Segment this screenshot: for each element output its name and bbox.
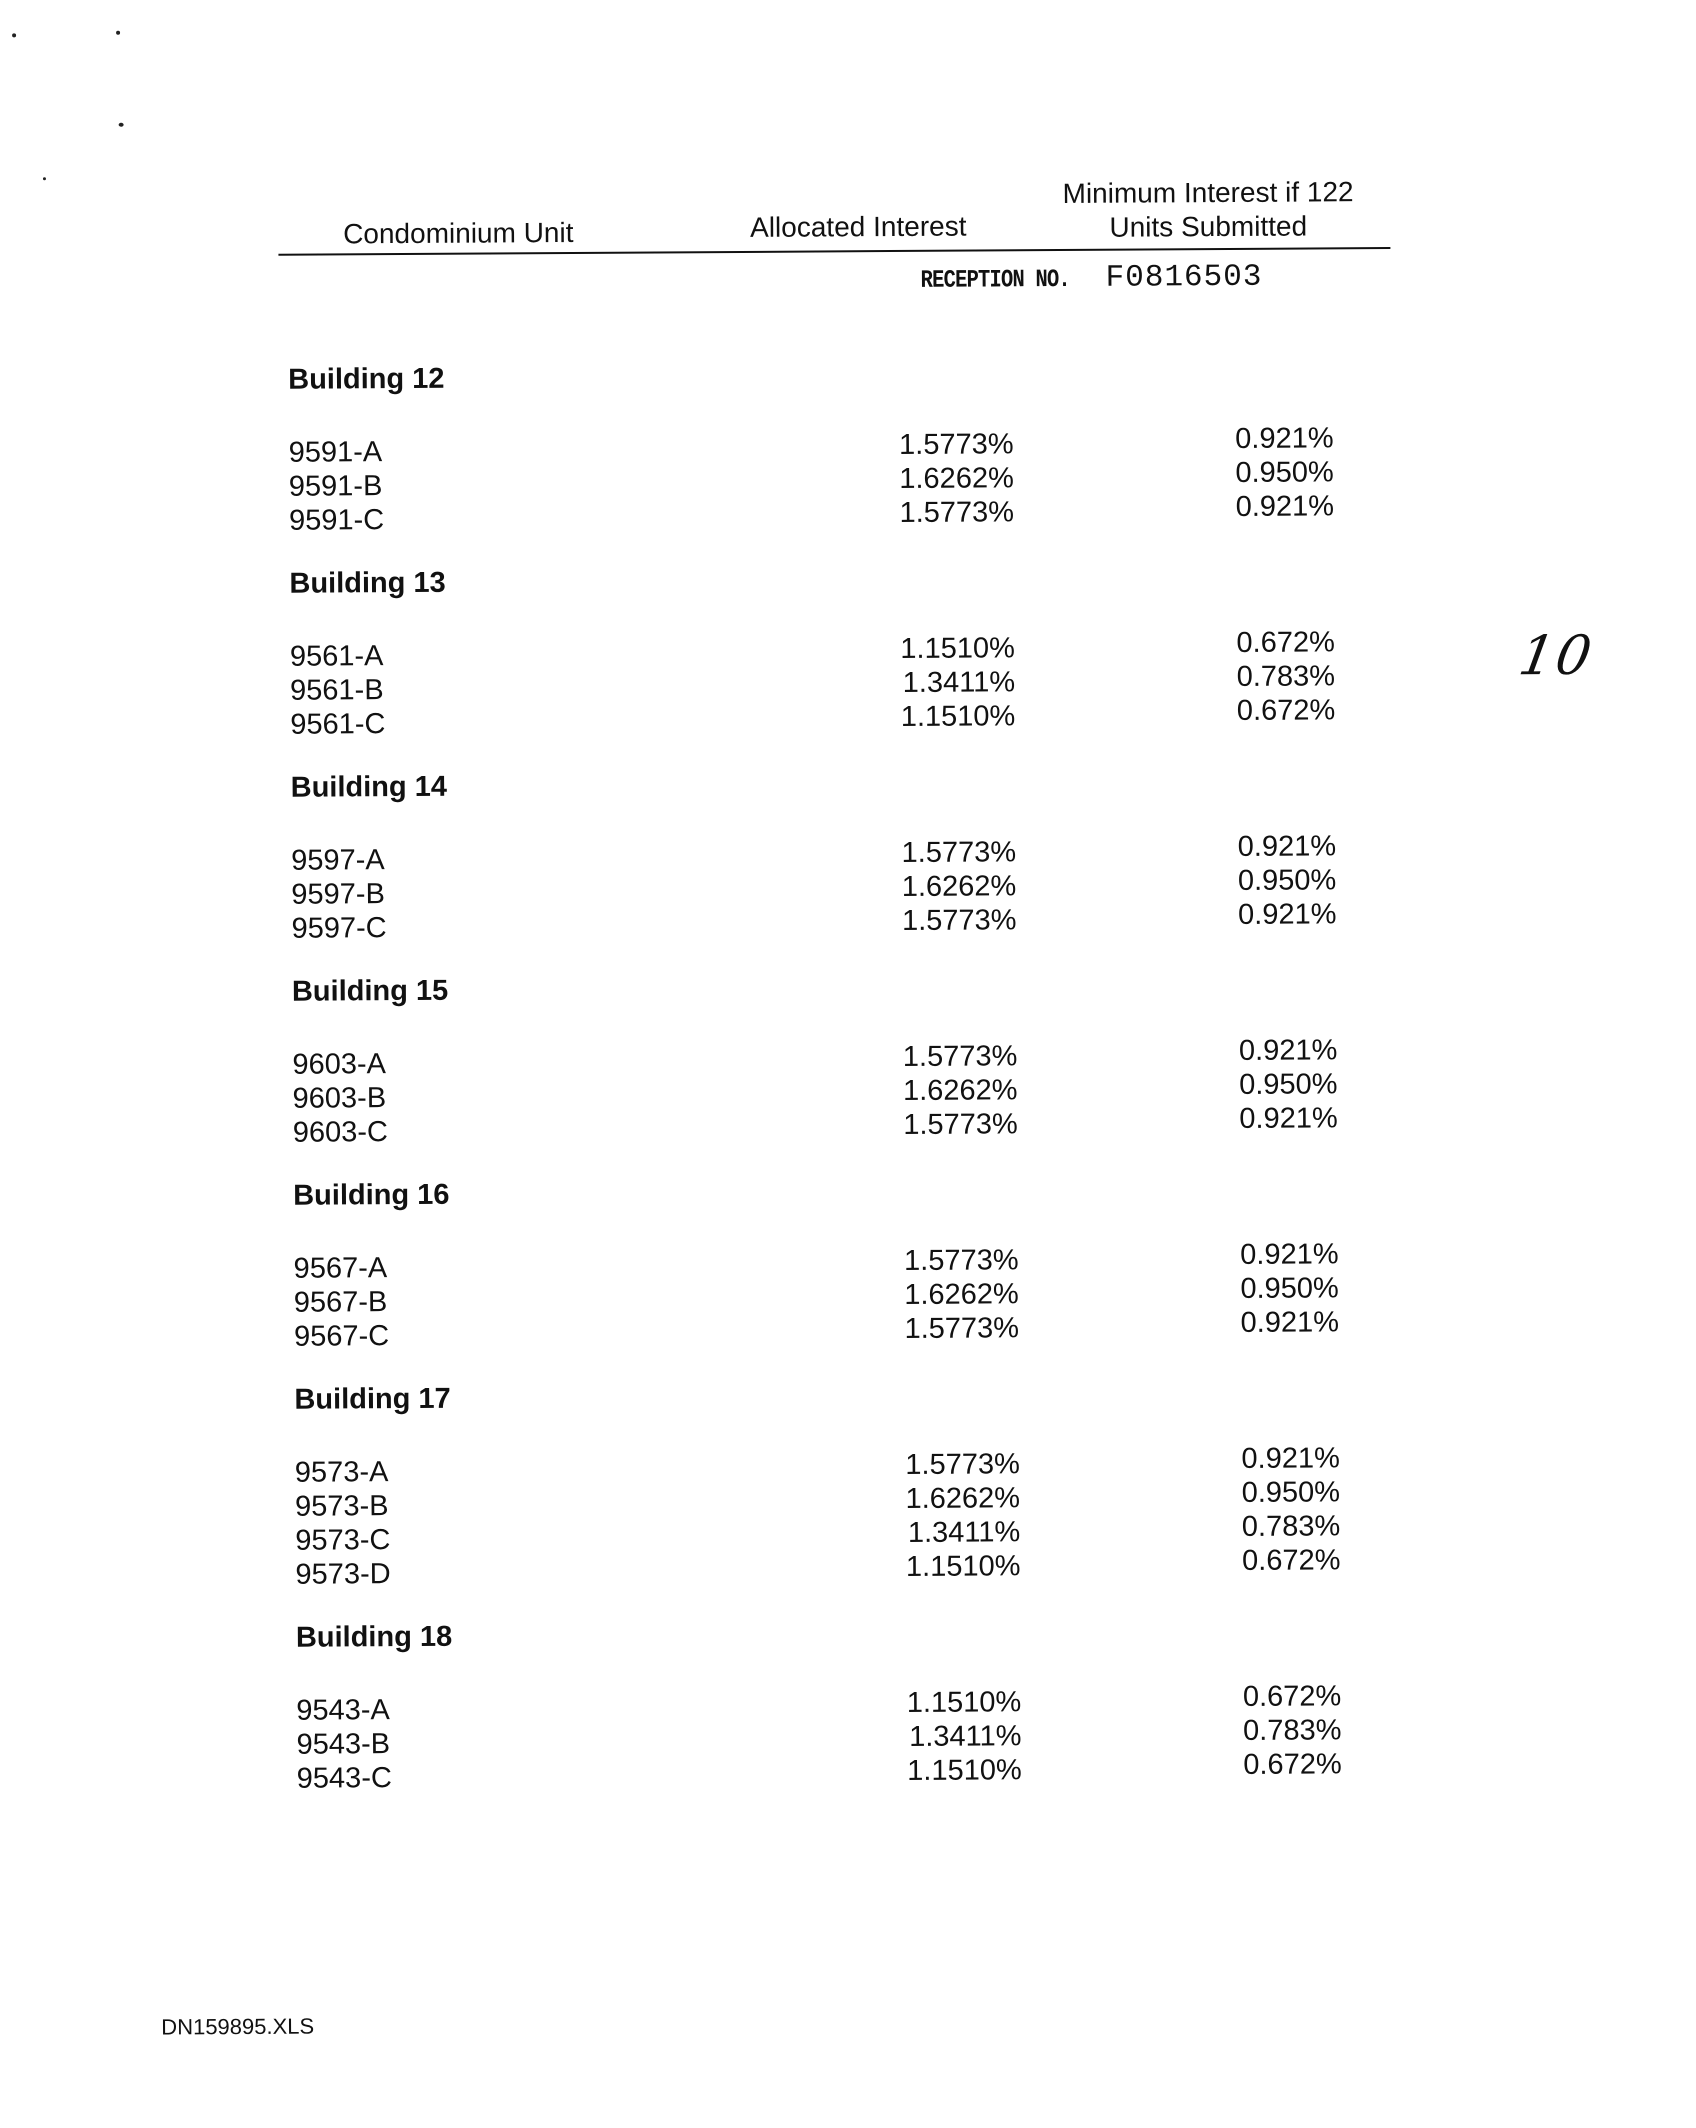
unit-cell: 9561-A — [289, 640, 384, 673]
building-name: Building 17 — [294, 1382, 451, 1416]
unit-rows — [292, 1034, 1413, 1149]
minimum-interest-cell: 0.921% — [1241, 1442, 1340, 1475]
header-allocated-interest: Allocated Interest — [750, 210, 967, 243]
allocated-interest-cell: 1.3411% — [909, 1720, 1022, 1753]
scan-speck — [119, 123, 124, 127]
table-row — [288, 490, 1409, 537]
unit-cell: 9597-B — [291, 878, 385, 911]
unit-cell: 9591-A — [288, 436, 383, 469]
allocated-interest-cell: 1.3411% — [902, 666, 1016, 699]
unit-cell: 9573-D — [295, 1558, 391, 1591]
footer-filename: DN159895.XLS — [161, 2013, 315, 2040]
minimum-interest-cell: 0.672% — [1236, 694, 1336, 727]
unit-cell: 9597-A — [291, 844, 385, 877]
allocated-interest-cell: 1.5773% — [901, 836, 1017, 869]
unit-cell: 9597-C — [291, 912, 387, 945]
minimum-interest-cell: 0.783% — [1241, 1510, 1341, 1543]
allocated-interest-cell: 1.5773% — [904, 1312, 1020, 1345]
unit-rows — [289, 626, 1411, 741]
unit-cell: 9567-C — [293, 1320, 390, 1353]
unit-cell: 9543-C — [296, 1762, 392, 1795]
header-condominium-unit: Condominium Unit — [343, 216, 574, 250]
unit-rows — [288, 422, 1410, 537]
minimum-interest-cell: 0.783% — [1243, 1714, 1342, 1747]
unit-cell: 9573-A — [294, 1456, 389, 1489]
allocated-interest-cell: 1.1510% — [900, 700, 1016, 733]
allocated-interest-cell: 1.5773% — [899, 496, 1015, 529]
header-minimum-interest: Minimum Interest if 122 Units Submitted — [1062, 176, 1354, 243]
building-section — [292, 965, 1413, 1176]
unit-rows — [296, 1680, 1417, 1795]
unit-cell: 9567-B — [293, 1286, 388, 1319]
allocated-interest-cell: 1.6262% — [904, 1278, 1019, 1311]
allocated-interest-cell: 1.5773% — [905, 1448, 1020, 1481]
unit-rows — [294, 1442, 1416, 1591]
allocated-interest-cell: 1.6262% — [902, 1074, 1018, 1107]
building-name: Building 15 — [291, 974, 449, 1008]
building-section — [293, 1169, 1414, 1380]
allocated-interest-cell: 1.1510% — [905, 1550, 1021, 1583]
allocated-interest-cell: 1.5773% — [901, 904, 1017, 937]
minimum-interest-cell: 0.950% — [1235, 456, 1334, 489]
building-name: Building 14 — [290, 770, 448, 804]
allocated-interest-cell: 1.6262% — [901, 870, 1017, 903]
minimum-interest-cell: 0.672% — [1242, 1680, 1342, 1713]
building-name: Building 12 — [288, 362, 445, 396]
allocated-interest-cell: 1.1510% — [900, 632, 1015, 665]
minimum-interest-cell: 0.921% — [1238, 1034, 1338, 1067]
handwritten-page-number: 10 — [1514, 623, 1598, 688]
minimum-interest-cell: 0.921% — [1237, 830, 1337, 863]
unit-rows — [291, 830, 1412, 945]
scan-speck — [116, 31, 120, 35]
unit-cell: 9591-B — [288, 470, 383, 503]
scan-speck — [43, 177, 46, 180]
minimum-interest-cell: 0.672% — [1236, 626, 1335, 659]
minimum-interest-cell: 0.672% — [1241, 1544, 1341, 1577]
table-row — [290, 694, 1410, 741]
allocated-interest-cell: 1.5773% — [902, 1040, 1018, 1073]
building-name: Building 13 — [289, 566, 446, 600]
building-section — [289, 557, 1410, 768]
allocated-interest-cell: 1.1510% — [906, 1686, 1022, 1719]
allocated-interest-cell: 1.5773% — [903, 1244, 1019, 1277]
allocated-interest-cell: 1.3411% — [907, 1516, 1021, 1549]
minimum-interest-cell: 0.921% — [1240, 1238, 1339, 1271]
unit-cell: 9543-A — [296, 1694, 390, 1727]
reception-number: F0816503 — [1105, 259, 1263, 296]
minimum-interest-cell: 0.950% — [1239, 1068, 1338, 1101]
allocated-interest-cell: 1.5773% — [899, 428, 1014, 461]
building-name: Building 16 — [293, 1178, 450, 1212]
table-row — [295, 1544, 1415, 1591]
unit-cell: 9543-B — [296, 1728, 391, 1761]
minimum-interest-cell: 0.672% — [1243, 1748, 1342, 1781]
minimum-interest-cell: 0.950% — [1241, 1476, 1341, 1509]
table-row — [291, 898, 1411, 945]
table-row — [292, 1102, 1413, 1149]
unit-cell: 9603-A — [292, 1048, 386, 1081]
unit-cell: 9603-B — [292, 1082, 387, 1115]
building-name: Building 18 — [295, 1620, 453, 1654]
minimum-interest-cell: 0.921% — [1235, 490, 1335, 523]
allocated-interest-cell: 1.5773% — [903, 1108, 1018, 1141]
allocated-interest-cell: 1.1510% — [907, 1754, 1022, 1787]
unit-cell: 9573-B — [294, 1490, 389, 1523]
minimum-interest-cell: 0.950% — [1237, 864, 1337, 897]
scan-speck — [12, 33, 16, 37]
unit-cell: 9561-C — [290, 708, 386, 741]
interest-table — [288, 353, 1417, 1822]
table-row — [293, 1306, 1414, 1353]
unit-cell: 9561-B — [290, 674, 384, 707]
unit-cell: 9567-A — [293, 1252, 388, 1285]
allocated-interest-cell: 1.6262% — [899, 462, 1014, 495]
allocated-interest-cell: 1.6262% — [905, 1482, 1021, 1515]
table-header — [278, 177, 1390, 256]
unit-cell: 9603-C — [292, 1116, 389, 1149]
unit-cell: 9591-C — [288, 504, 385, 537]
minimum-interest-cell: 0.783% — [1236, 660, 1336, 693]
building-section — [296, 1611, 1417, 1822]
table-row — [296, 1748, 1417, 1795]
minimum-interest-cell: 0.921% — [1238, 898, 1337, 931]
building-section — [291, 761, 1412, 972]
building-section — [294, 1373, 1415, 1618]
unit-cell: 9573-C — [295, 1524, 391, 1557]
reception-label: RECEPTION NO. — [920, 264, 1070, 295]
minimum-interest-cell: 0.950% — [1240, 1272, 1339, 1305]
unit-rows — [293, 1238, 1415, 1353]
minimum-interest-cell: 0.921% — [1239, 1102, 1338, 1135]
minimum-interest-cell: 0.921% — [1235, 422, 1334, 455]
minimum-interest-cell: 0.921% — [1240, 1306, 1340, 1339]
building-section — [288, 353, 1409, 564]
